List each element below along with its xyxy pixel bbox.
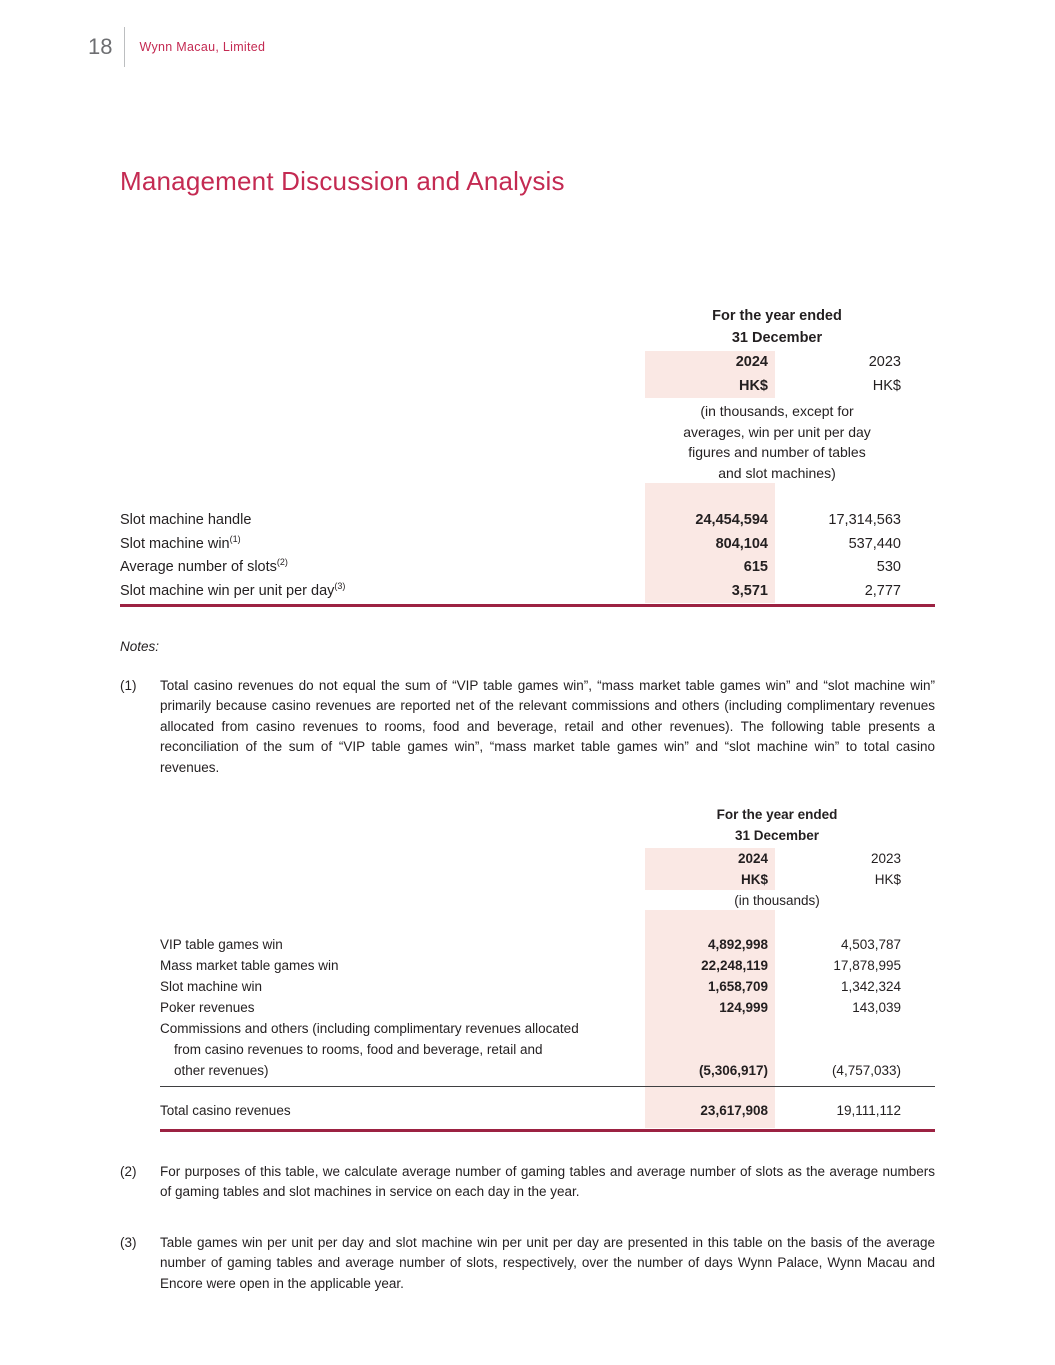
table-row-commissions: [160, 1018, 935, 1081]
empty-cell: [910, 351, 935, 375]
table-row: [120, 556, 935, 580]
value-2023: 537,440: [848, 535, 901, 552]
spacer: [120, 483, 935, 509]
currency-header-row: [120, 375, 935, 399]
table-row: [160, 934, 935, 955]
currency-2024: HK$: [738, 377, 768, 394]
table2-data-block: [160, 910, 935, 1128]
table2-unit-note: (in thousands): [734, 893, 820, 908]
row-label: Slot machine handle: [120, 512, 252, 528]
value-2023: 2,777: [864, 582, 901, 599]
empty-cell: [120, 375, 645, 399]
unit-note-line: and slot machines): [718, 464, 836, 481]
table1-unit-note: [632, 401, 922, 483]
page-title: Management Discussion and Analysis: [120, 166, 565, 196]
currency-2023: HK$: [872, 377, 901, 394]
footnote-ref: (1): [229, 533, 241, 544]
label-line-3: other revenues): [174, 1063, 269, 1078]
table1-column-headers: [120, 351, 935, 398]
page-header: [88, 24, 935, 70]
period-line-1: For the year ended: [716, 807, 838, 822]
table-row: [160, 976, 935, 997]
row-label: Poker revenues: [160, 1000, 255, 1015]
note-text: Total casino revenues do not equal the sum of “VIP table games win”, “mass market table games win” and “slot machine win” primarily because casino revenues are reported net of the relevant commissions and others (including complimentary revenues allocated from casino revenues to rooms, food and beverage, retail and other revenues). The following table presents a reconciliation of the sum of “VIP table games win”, “mass market table games win” and “slot machine win” to total casino revenues.: [160, 677, 935, 775]
table-row: [120, 533, 935, 557]
value-2024: 3,571: [731, 582, 768, 599]
header-divider: [124, 27, 125, 67]
row-label: Slot machine win: [160, 979, 263, 994]
table2-period-header: [632, 804, 922, 846]
value-2023: 17,314,563: [828, 512, 901, 528]
company-name: Wynn Macau, Limited: [139, 40, 266, 54]
subtotal-rule: [160, 1086, 935, 1087]
total-label: Total casino revenues: [160, 1103, 291, 1118]
col-header-2024: 2024: [737, 851, 768, 866]
currency-2024: HK$: [740, 872, 768, 887]
note-text: For purposes of this table, we calculate average number of gaming tables and average number of slots as the average numbers of gaming tables and slot machines in service on each day in the year.: [160, 1163, 935, 1199]
empty-cell: [910, 848, 935, 869]
table-row: [120, 580, 935, 604]
unit-note-line: (in thousands, except for: [700, 403, 854, 419]
value-2023: 143,039: [852, 1000, 901, 1015]
footnote-ref: (2): [276, 557, 288, 568]
note-number: (1): [120, 677, 137, 693]
footnote-ref: (3): [334, 580, 346, 591]
note-item-3: [120, 1233, 935, 1295]
empty-cell: [910, 1100, 935, 1121]
spacer: [160, 910, 935, 934]
table-row: [160, 955, 935, 976]
value-2024: (5,306,917): [698, 1063, 768, 1078]
value-2023: (4,757,033): [831, 1063, 901, 1078]
col-header-2023: 2023: [870, 851, 901, 866]
period-line-1: For the year ended: [712, 308, 842, 324]
table-rule: [120, 604, 935, 607]
value-2023: 4,503,787: [840, 937, 901, 952]
spacer: [160, 1121, 935, 1128]
empty-cell: [910, 533, 935, 557]
note-number: (2): [120, 1163, 137, 1179]
value-2024: 615: [743, 559, 768, 575]
row-label: [160, 1018, 645, 1081]
row-label: Mass market table games win: [160, 958, 339, 973]
col-header-2023: 2023: [868, 354, 901, 370]
total-value-2023: 19,111,112: [836, 1103, 901, 1118]
note-item-2: [120, 1162, 935, 1203]
slot-statistics-table: [120, 305, 935, 607]
empty-cell: [160, 848, 645, 869]
currency-2023: HK$: [874, 872, 901, 887]
table-row: [160, 997, 935, 1018]
note-text: Table games win per unit per day and slot machine win per unit per day are presented in this table on the basis of the average number of gaming tables and average number of slots, respectively, over the number of days Wynn Palace, Wynn Macau and Encore were open in the applicable year.: [160, 1234, 935, 1291]
note-item-1: [120, 676, 935, 779]
empty-cell: [910, 509, 935, 533]
empty-cell: [910, 976, 935, 997]
total-value-2024: 23,617,908: [700, 1103, 768, 1118]
value-2024: 24,454,594: [695, 512, 768, 528]
period-line-2: 31 December: [734, 828, 820, 843]
year-header-row: [120, 351, 935, 375]
unit-note-line: averages, win per unit per day: [683, 423, 871, 440]
page-number: 18: [88, 34, 113, 59]
table-row: [120, 509, 935, 533]
table1-period-header: [632, 305, 922, 349]
empty-cell: [910, 934, 935, 955]
empty-cell: [910, 556, 935, 580]
note-number: (3): [120, 1234, 137, 1250]
value-2024: 22,248,119: [701, 958, 768, 973]
value-2023: 530: [876, 559, 901, 575]
row-label: Slot machine win per unit per day$^{(3)}$: [120, 580, 346, 599]
table1-data-block: [120, 483, 935, 603]
empty-cell: [910, 955, 935, 976]
label-line-2: from casino revenues to rooms, food and beverage, retail and: [174, 1042, 543, 1057]
value-2024: 1,658,709: [707, 979, 768, 994]
empty-cell: [160, 869, 645, 890]
row-label: Average number of slots$^{(2)}$: [120, 557, 288, 575]
row-label: VIP table games win: [160, 937, 283, 952]
value-2024: 4,892,998: [707, 937, 768, 952]
year-header-row: [160, 848, 935, 869]
empty-cell: [910, 997, 935, 1018]
period-line-2: 31 December: [731, 330, 823, 346]
label-line-1: Commissions and others (including complimentary revenues allocated: [160, 1021, 579, 1036]
value-2023: 17,878,995: [833, 958, 901, 973]
value-2023: 1,342,324: [840, 979, 901, 994]
empty-cell: [910, 869, 935, 890]
empty-cell: [910, 580, 935, 604]
empty-cell: [910, 375, 935, 399]
value-2024: 124,999: [719, 1000, 768, 1015]
table-rule: [160, 1129, 935, 1132]
col-header-2024: 2024: [735, 354, 768, 370]
row-label: Slot machine win$^{(1)}$: [120, 533, 241, 552]
total-row: [160, 1100, 935, 1121]
table2-column-headers: [160, 848, 935, 890]
notes-heading: Notes:: [120, 638, 160, 654]
currency-header-row: [160, 869, 935, 890]
value-2024: 804,104: [715, 535, 768, 552]
empty-cell: [120, 351, 645, 375]
casino-revenues-table: [160, 804, 935, 1132]
unit-note-line: figures and number of tables: [688, 444, 866, 460]
